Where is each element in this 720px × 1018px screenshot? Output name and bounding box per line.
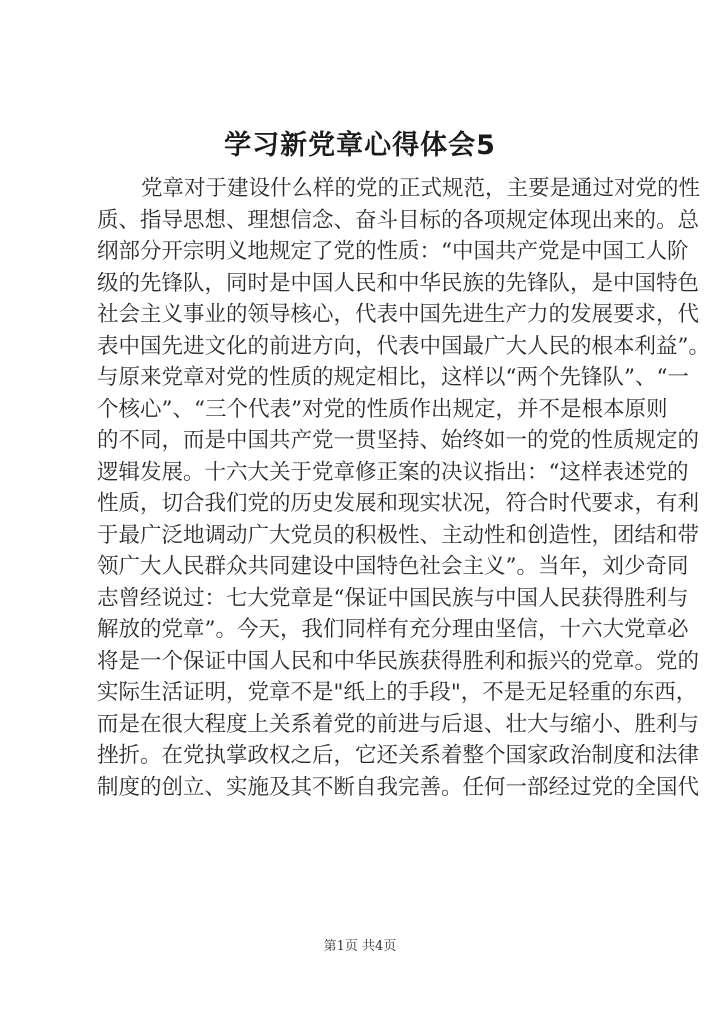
text-line: 而是在很大程度上关系着党的前进与后退、壮大与缩小、胜利与 (97, 711, 700, 737)
text-line: 解放的党章”。今天，我们同样有充分理由坚信，十六大党章必 (97, 617, 689, 642)
body-paragraph (97, 173, 710, 803)
text-line: 级的先锋队，同时是中国人民和中华民族的先锋队，是中国特色 (97, 270, 700, 296)
text-line: 纲部分开宗明义地规定了党的性质：“中国共产党是中国工人阶 (97, 239, 689, 264)
text-line: 个核心”、“三个代表”对党的性质作出规定，并不是根本原则 (97, 396, 668, 422)
text-line: 领广大人民群众共同建设中国特色社会主义”。当年，刘少奇同 (97, 554, 689, 579)
text-line: 于最广泛地调动广大党员的积极性、主动性和创造性，团结和带 (97, 522, 700, 548)
text-line: 制度的创立、实施及其不断自我完善。任何一部经过党的全国代 (97, 774, 700, 800)
text-line: 质、指导思想、理想信念、奋斗目标的各项规定体现出来的。总 (97, 207, 700, 233)
text-line: 的不同，而是中国共产党一贯坚持、始终如一的党的性质规定的 (97, 428, 700, 453)
text-line: 性质，切合我们党的历史发展和现实状况，符合时代要求，有利 (97, 491, 700, 516)
text-line: 挫折。在党执掌政权之后，它还关系着整个国家政治制度和法律 (97, 743, 700, 768)
text-line: 与原来党章对党的性质的规定相比，这样以“两个先锋队”、“一 (97, 365, 689, 390)
text-line: 社会主义事业的领导核心，代表中国先进生产力的发展要求，代 (97, 302, 700, 327)
text-line: 表中国先进文化的前进方向，代表中国最广大人民的根本利益”。 (97, 333, 710, 359)
page-number-footer: 第1页 共4页 (323, 939, 397, 954)
text-line: 将是一个保证中国人民和中华民族获得胜利和振兴的党章。党的 (97, 648, 700, 674)
text-line: 志曾经说过：七大党章是“保证中国民族与中国人民获得胜利与 (97, 585, 689, 611)
text-line: 逻辑发展。十六大关于党章修正案的决议指出：“这样表述党的 (97, 459, 689, 485)
text-line: 党章对于建设什么样的党的正式规范，主要是通过对党的性 (141, 176, 701, 201)
document-title: 学习新党章心得体会5 (224, 130, 496, 161)
text-line: 实际生活证明，党章不是"纸上的手段"，不是无足轻重的东西， (97, 680, 698, 705)
